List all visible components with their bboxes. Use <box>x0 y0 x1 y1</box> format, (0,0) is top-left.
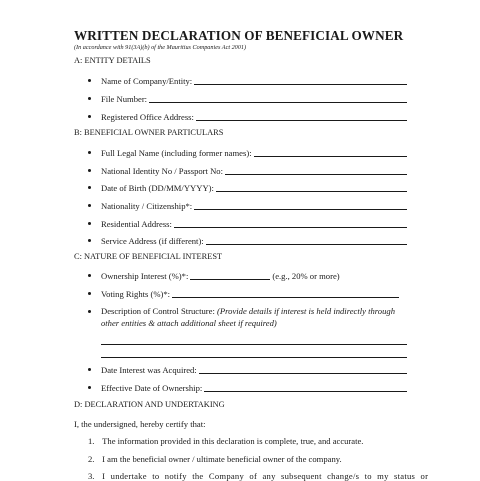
full-legal-name-field[interactable] <box>89 147 407 159</box>
fill-in-line[interactable] <box>172 296 399 298</box>
field-label: Full Legal Name (including former names): <box>101 148 252 158</box>
bullet-icon <box>88 169 91 172</box>
document-title: WRITTEN DECLARATION OF BENEFICIAL OWNER <box>74 28 404 43</box>
company-name-field[interactable] <box>89 75 407 87</box>
field-label: Date of Birth (DD/MM/YYYY): <box>101 183 214 193</box>
bullet-icon <box>88 310 91 313</box>
control-structure-text <box>101 305 409 329</box>
item-number: 1. <box>88 436 95 446</box>
fill-in-line[interactable] <box>174 226 407 228</box>
fill-in-line[interactable] <box>194 208 407 210</box>
field-label: Residential Address: <box>101 219 172 229</box>
registered-office-field[interactable] <box>89 111 407 123</box>
declaration-intro: I, the undersigned, hereby certify that: <box>74 419 206 429</box>
effective-date-field[interactable] <box>89 382 407 394</box>
field-label: File Number: <box>101 94 148 104</box>
section-b-heading: B: BENEFICIAL OWNER PARTICULARS <box>74 128 224 137</box>
field-label: National Identity No / Passport No: <box>101 166 223 176</box>
item-number: 2. <box>88 454 95 464</box>
bullet-icon <box>88 239 91 242</box>
fill-in-line[interactable] <box>254 155 407 157</box>
field-hint: (Provide details if interest is held indirectly through other entities & attach additional sheet if required) <box>101 306 395 328</box>
item-text: The information provided in this declaration is complete, true, and accurate. <box>102 436 364 446</box>
fill-in-line[interactable] <box>190 278 270 280</box>
control-structure-field <box>89 305 409 329</box>
field-hint: (e.g., 20% or more) <box>272 271 340 281</box>
field-label: Name of Company/Entity: <box>101 76 193 86</box>
fill-in-line[interactable] <box>216 190 407 192</box>
fill-in-line[interactable] <box>149 101 407 103</box>
bullet-icon <box>88 204 91 207</box>
date-of-birth-field[interactable] <box>89 182 407 194</box>
declaration-item <box>88 436 410 446</box>
item-number: 3. <box>88 471 95 481</box>
field-label: Nationality / Citizenship*: <box>101 201 193 211</box>
section-a-heading: A: ENTITY DETAILS <box>74 56 151 65</box>
nationality-field[interactable] <box>89 200 407 212</box>
field-label: Registered Office Address: <box>101 112 194 122</box>
declaration-item <box>88 454 410 464</box>
field-label: Ownership Interest (%)*: <box>101 271 189 281</box>
ownership-interest-field[interactable] <box>89 270 340 282</box>
control-structure-line-1[interactable] <box>101 344 407 345</box>
service-address-field[interactable] <box>89 235 407 247</box>
fill-in-line[interactable] <box>196 119 407 121</box>
field-label: Service Address (if different): <box>101 236 204 246</box>
fill-in-line[interactable] <box>199 372 407 374</box>
bullet-icon <box>88 386 91 389</box>
bullet-icon <box>88 79 91 82</box>
file-number-field[interactable] <box>89 93 407 105</box>
residential-address-field[interactable] <box>89 218 407 230</box>
fill-in-line[interactable] <box>194 83 407 85</box>
bullet-icon <box>88 151 91 154</box>
fill-in-line[interactable] <box>225 173 407 175</box>
field-label: Effective Date of Ownership: <box>101 383 203 393</box>
identity-number-field[interactable] <box>89 165 407 177</box>
document-subtitle: (In accordance with 91(3A)(b) of the Mauritius Companies Act 2001) <box>74 44 247 51</box>
bullet-icon <box>88 292 91 295</box>
section-c-heading: C: NATURE OF BENEFICIAL INTEREST <box>74 252 223 261</box>
bullet-icon <box>88 368 91 371</box>
control-structure-line-2[interactable] <box>101 357 407 358</box>
date-acquired-field[interactable] <box>89 364 407 376</box>
bullet-icon <box>88 97 91 100</box>
field-label: Voting Rights (%)*: <box>101 289 171 299</box>
field-label: Date Interest was Acquired: <box>101 365 197 375</box>
item-text: I undertake to notify the Company of any subsequent change/s to my status or <box>102 471 429 481</box>
voting-rights-field[interactable] <box>89 288 399 300</box>
bullet-icon <box>88 222 91 225</box>
field-label: Description of Control Structure: <box>101 306 215 316</box>
bullet-icon <box>88 115 91 118</box>
section-d-heading: D: DECLARATION AND UNDERTAKING <box>74 400 225 409</box>
bullet-icon <box>88 186 91 189</box>
item-text: I am the beneficial owner / ultimate beneficial owner of the company. <box>102 454 342 464</box>
fill-in-line[interactable] <box>206 243 407 245</box>
bullet-icon <box>88 274 91 277</box>
fill-in-line[interactable] <box>204 390 407 392</box>
